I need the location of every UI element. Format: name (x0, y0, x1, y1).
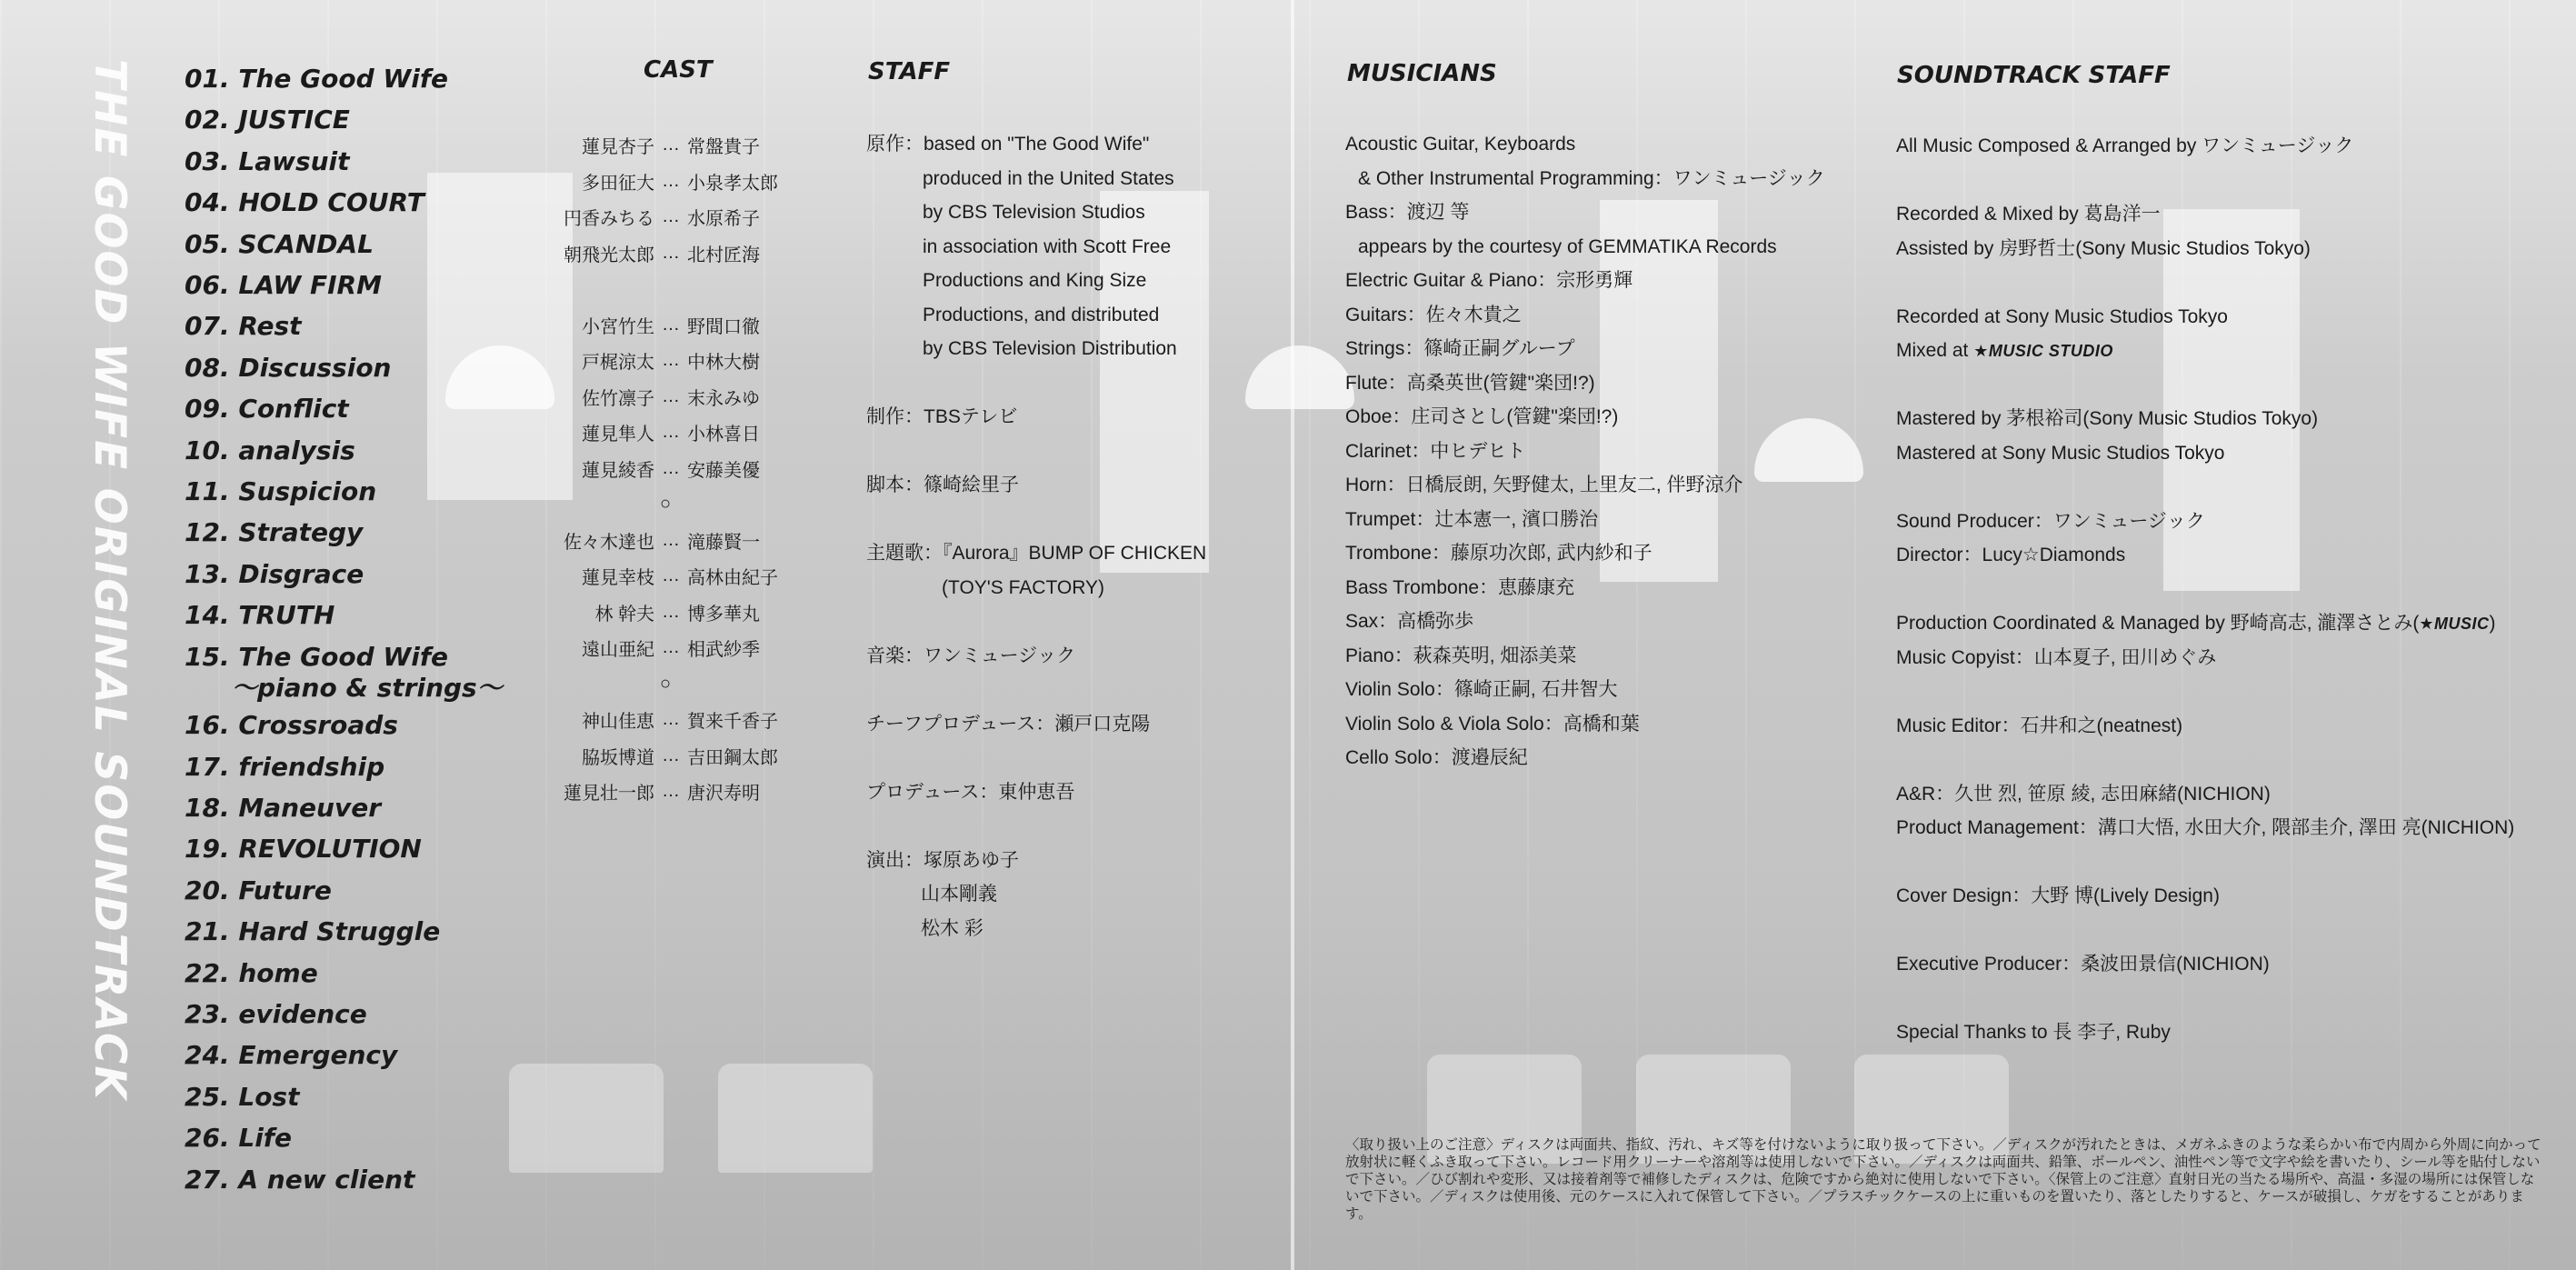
sst-spacer (1896, 982, 2569, 1016)
sst-recorded-at: Recorded at Sony Music Studios Tokyo (1896, 305, 2228, 327)
track-item-15 (185, 636, 503, 705)
sst-product-management: Product Management：溝口大悟, 水田大介, 隈部圭介, 澤田 亮(NICHION) (1896, 817, 2515, 838)
staff-director: 演出：塚原あゆ子 (866, 849, 1019, 871)
cast-row (509, 127, 845, 164)
musicians-list (1345, 127, 1891, 775)
staff-spacer (866, 605, 1339, 639)
staff-original-cont: Productions and King Size (923, 270, 1147, 291)
cast-actor: 吉田鋼太郎 (687, 747, 778, 768)
musician-line: Cello Solo：渡邉辰紀 (1345, 747, 1528, 768)
sst-spacer (1896, 743, 2569, 777)
staff-spacer (866, 503, 1339, 537)
track-item: 12. Strategy (185, 517, 364, 548)
sst-spacer (1896, 573, 2569, 607)
sst-spacer (1896, 265, 2569, 300)
staff-theme-song-label: (TOY'S FACTORY) (942, 576, 1105, 598)
sst-mastered-at: Mastered at Sony Music Studios Tokyo (1896, 442, 2225, 464)
cast-separator: … (662, 422, 680, 443)
track-item: 03. Lawsuit (185, 145, 350, 176)
sst-spacer (1896, 470, 2569, 505)
cast-role: 小宮竹生 (582, 316, 654, 337)
cast-separator: … (662, 529, 680, 550)
sst-director: Director：Lucy☆Diamonds (1896, 545, 2126, 565)
cast-row (509, 595, 845, 631)
staff-original-cont: Productions, and distributed (923, 304, 1160, 325)
track-item: 19. REVOLUTION (185, 834, 422, 865)
cast-actor: 高林由紀子 (687, 568, 778, 589)
cast-row (509, 774, 845, 810)
cast-actor: 小泉孝太郎 (687, 173, 778, 194)
cast-circle-mark: ○ (660, 494, 672, 515)
music-logo: ★MUSIC (2419, 615, 2490, 633)
cast-separator: … (662, 781, 680, 802)
sst-mastered-by: Mastered by 茅根裕司(Sony Music Studios Tokyo) (1896, 408, 2319, 429)
cast-row (509, 415, 845, 451)
track-item: 02. JUSTICE (185, 105, 350, 135)
staff-director: 山本剛義 (921, 884, 997, 905)
cast-role: 神山佳恵 (582, 712, 654, 733)
track-item: 04. HOLD COURT (185, 187, 424, 218)
staff-original-cont: by CBS Television Studios (923, 202, 1145, 223)
staff-list (866, 127, 1339, 945)
soundtrack-staff-heading: SOUNDTRACK STAFF (1897, 62, 2171, 89)
album-title-vertical (82, 59, 136, 1205)
cast-actor: 中林大樹 (687, 353, 760, 374)
musician-line: Flute：高桑英世(管鍵"楽団!?) (1345, 372, 1595, 394)
staff-heading: STAFF (868, 58, 951, 85)
sst-spacer (1896, 914, 2569, 948)
cast-actor: 博多華丸 (687, 604, 760, 625)
cast-role: 蓮見幸枝 (582, 568, 654, 589)
soundtrack-staff-list (1896, 129, 2569, 1050)
sst-assisted: Assisted by 房野哲士(Sony Music Studios Tokyo) (1896, 237, 2311, 259)
musician-line: & Other Instrumental Programming：ワンミュージック (1358, 167, 1825, 189)
cast-row (509, 379, 845, 415)
track-item: 17. friendship (185, 751, 385, 782)
musician-line: appears by the courtesy of GEMMATIKA Records (1358, 235, 1777, 257)
sst-special-thanks: Special Thanks to 長 李子, Ruby (1896, 1022, 2171, 1043)
cast-row (509, 235, 845, 272)
staff-original-cont: by CBS Television Distribution (923, 338, 1177, 359)
track-item: 21. Hard Struggle (185, 916, 441, 947)
track-item: 24. Emergency (185, 1040, 398, 1071)
track-item: 09. Conflict (185, 394, 349, 425)
musician-line: Strings：篠崎正嗣グループ (1345, 338, 1575, 359)
sst-recorded-mixed: Recorded & Mixed by 葛島洋一 (1896, 204, 2161, 225)
cast-row (509, 558, 845, 595)
cast-role: 蓮見隼人 (582, 425, 654, 445)
cast-actor: 相武紗季 (687, 640, 760, 661)
staff-director: 松木 彩 (921, 917, 983, 939)
cast-heading: CAST (644, 56, 713, 84)
sst-sound-producer: Sound Producer：ワンミュージック (1896, 510, 2205, 532)
track-item: 20. Future (185, 875, 332, 905)
cast-separator: … (662, 457, 680, 478)
cast-separator: … (662, 350, 680, 371)
cast-separator: … (662, 565, 680, 586)
track-item: 05. SCANDAL (185, 228, 374, 259)
sst-composed: All Music Composed & Arranged by ワンミュージック (1896, 135, 2354, 156)
tracklist (185, 58, 503, 1200)
cast-role: 朝飛光太郎 (564, 245, 654, 265)
musicians-heading: MUSICIANS (1347, 60, 1497, 87)
track-item: 10. analysis (185, 435, 355, 465)
sst-ar: A&R：久世 烈, 笹原 綾, 志田麻緒(NICHION) (1896, 783, 2271, 805)
track-item: 01. The Good Wife (185, 64, 449, 94)
cast-actor: 小林喜日 (687, 425, 760, 445)
cast-separator: … (662, 709, 680, 730)
cast-actor: 北村匠海 (687, 245, 760, 265)
staff-spacer (866, 809, 1339, 844)
cast-list (509, 127, 845, 810)
cast-separator: … (662, 135, 680, 155)
cast-actor: 水原希子 (687, 209, 760, 230)
cast-actor: 唐沢寿明 (687, 784, 760, 805)
sst-spacer (1896, 368, 2569, 403)
musician-line: Bass Trombone：恵藤康充 (1345, 576, 1575, 598)
cast-row (509, 738, 845, 775)
track-item: 22. home (185, 957, 318, 988)
cast-role: 脇坂博道 (582, 747, 654, 768)
cast-actor: 野間口徹 (687, 316, 760, 337)
musician-line: Sax：高橋弥歩 (1345, 611, 1474, 632)
cast-circle-row (509, 666, 845, 703)
staff-spacer (866, 366, 1339, 401)
staff-producer: プロデュース：東仲恵吾 (866, 781, 1075, 803)
track-title: 15. The Good Wife (185, 641, 449, 672)
cast-role: 蓮見綾香 (582, 460, 654, 481)
sst-mixed-at (1896, 334, 2569, 368)
musician-line: Horn：日橋辰朗, 矢野健太, 上里友二, 伴野涼介 (1345, 475, 1743, 495)
cast-role: 蓮見杏子 (582, 137, 654, 158)
musician-line: Piano：萩森英明, 畑添美菜 (1345, 645, 1577, 666)
track-item: 14. TRUTH (185, 600, 335, 631)
musician-line: Guitars：佐々木貴之 (1345, 304, 1522, 325)
sst-coordinated (1896, 606, 2569, 641)
cast-separator: … (662, 601, 680, 622)
musician-line: Acoustic Guitar, Keyboards (1345, 134, 1576, 155)
sst-copyist: Music Copyist：山本夏子, 田川めぐみ (1896, 646, 2217, 668)
staff-production: 制作：TBSテレビ (866, 406, 1018, 427)
track-item: 18. Maneuver (185, 792, 382, 823)
handling-notes: 〈取り扱い上のご注意〉ディスクは両面共、指紋、汚れ、キズ等を付けないように取り扱って下さい。／ディスクが汚れたときは、メガネふきのような柔らかい布で内周から外周に向かって放射状に軽くふき取って下さい。レコード用クリーナーや溶剤等は使用しないで下さい。／ディスクは両面共、鉛筆、ボールペン、油性ペン等で文字や絵を書いたり、シール等を貼付しないで下さい。／ひび割れや変形、又は接着剤等で補修したディスクは、危険ですから絶対に使用しないで下さい。〈保管上のご注意〉直射日光の当たる場所や、高温・多湿の場所には保管しないで下さい。／ディスクは使用後、元のケースに入れて保管して下さい。／プラスチックケースの上に重いものを置いたり、落としたりすると、ケースが破損し、ケガをすることがあります。 (1345, 1137, 2541, 1222)
cast-actor: 常盤貴子 (687, 137, 760, 158)
cast-separator: … (662, 314, 680, 335)
background-seat (509, 1064, 664, 1173)
sst-editor: Music Editor：石井和之(neatnest) (1896, 715, 2183, 736)
background-seat (718, 1064, 873, 1173)
staff-chief-producer: チーフプロデュース：瀬戸口克陽 (866, 713, 1151, 735)
cast-separator: … (662, 637, 680, 658)
staff-music: 音楽：ワンミュージック (866, 645, 1076, 666)
track-subtitle: ～piano & strings～ (232, 673, 503, 704)
cast-row (509, 702, 845, 738)
cast-role: 佐々木達也 (564, 532, 654, 553)
sst-executive-producer: Executive Producer：桑波田景信(NICHION) (1896, 954, 2270, 975)
cast-row (509, 199, 845, 235)
staff-original-cont: produced in the United States (923, 167, 1174, 189)
cast-role: 蓮見壮一郎 (564, 784, 654, 805)
staff-original: 原作：based on "The Good Wife" (866, 134, 1150, 155)
track-item: 11. Suspicion (185, 476, 377, 507)
musician-line: Oboe：庄司さとし(管鍵"楽団!?) (1345, 406, 1619, 427)
cast-separator: … (662, 170, 680, 191)
staff-spacer (866, 435, 1339, 469)
musician-line: Clarinet：中ヒデヒト (1345, 440, 1526, 462)
sst-mixed-at-label: Mixed at (1896, 340, 1969, 361)
track-item: 08. Discussion (185, 352, 392, 383)
track-item: 26. Life (185, 1123, 292, 1154)
cast-circle-mark: ○ (660, 673, 672, 694)
sst-coordinated-text: Production Coordinated & Managed by 野崎高志, 瀧澤さとみ( (1896, 613, 2420, 634)
musician-line: Trombone：藤原功次郎, 武内紗和子 (1345, 543, 1652, 564)
cast-role: 林 幹夫 (594, 604, 654, 625)
staff-original-cont: in association with Scott Free (923, 235, 1172, 257)
cast-role: 遠山亜紀 (582, 640, 654, 661)
musician-line: Violin Solo & Viola Solo：高橋和葉 (1345, 713, 1640, 735)
album-title: THE GOOD WIFE ORIGINAL SOUNDTRACK (85, 59, 135, 1101)
track-item: 16. Crossroads (185, 710, 398, 741)
cast-actor: 賀来千香子 (687, 712, 778, 733)
cast-actor: 末永みゆ (687, 388, 760, 409)
sst-cover-design: Cover Design：大野 博(Lively Design) (1896, 885, 2220, 906)
track-item: 25. Lost (185, 1081, 300, 1112)
cast-separator: … (662, 206, 680, 227)
cast-row (509, 630, 845, 666)
cast-role: 戸梶涼太 (582, 353, 654, 374)
musician-line: Electric Guitar & Piano：宗形勇輝 (1345, 270, 1633, 291)
staff-screenplay: 脚本：篠崎絵里子 (866, 475, 1019, 495)
cast-actor: 滝藤賢一 (687, 532, 760, 553)
cast-role: 円香みちる (564, 209, 654, 230)
track-item: 06. LAW FIRM (185, 270, 382, 301)
track-item: 13. Disgrace (185, 558, 364, 589)
staff-spacer (866, 673, 1339, 707)
cast-row (509, 307, 845, 344)
sst-spacer (1896, 164, 2569, 198)
cast-separator: … (662, 385, 680, 406)
cast-row (509, 451, 845, 487)
cast-role: 佐竹凛子 (582, 388, 654, 409)
sst-spacer (1896, 845, 2569, 880)
staff-spacer (866, 741, 1339, 775)
track-item: 07. Rest (185, 311, 302, 342)
cast-separator: … (662, 745, 680, 765)
track-item: 23. evidence (185, 998, 367, 1029)
cast-actor: 安藤美優 (687, 460, 760, 481)
musician-line: Bass：渡辺 等 (1345, 202, 1470, 223)
cast-row (509, 343, 845, 379)
musician-line: Trumpet：辻本憲一, 濱口勝治 (1345, 508, 1599, 530)
cast-row (509, 523, 845, 559)
track-item: 27. A new client (185, 1164, 415, 1195)
sst-spacer (1896, 675, 2569, 709)
cast-separator: … (662, 242, 680, 263)
cast-row (509, 164, 845, 200)
musician-line: Violin Solo：篠崎正嗣, 石井智大 (1345, 679, 1618, 700)
cast-circle-row (509, 486, 845, 523)
cast-role: 多田征大 (582, 173, 654, 194)
sst-coordinated-close: ) (2489, 613, 2496, 634)
cast-spacer (509, 271, 845, 307)
staff-theme-song: 主題歌：『Aurora』BUMP OF CHICKEN (866, 543, 1207, 564)
music-studio-logo: ★MUSIC STUDIO (1973, 342, 2113, 360)
